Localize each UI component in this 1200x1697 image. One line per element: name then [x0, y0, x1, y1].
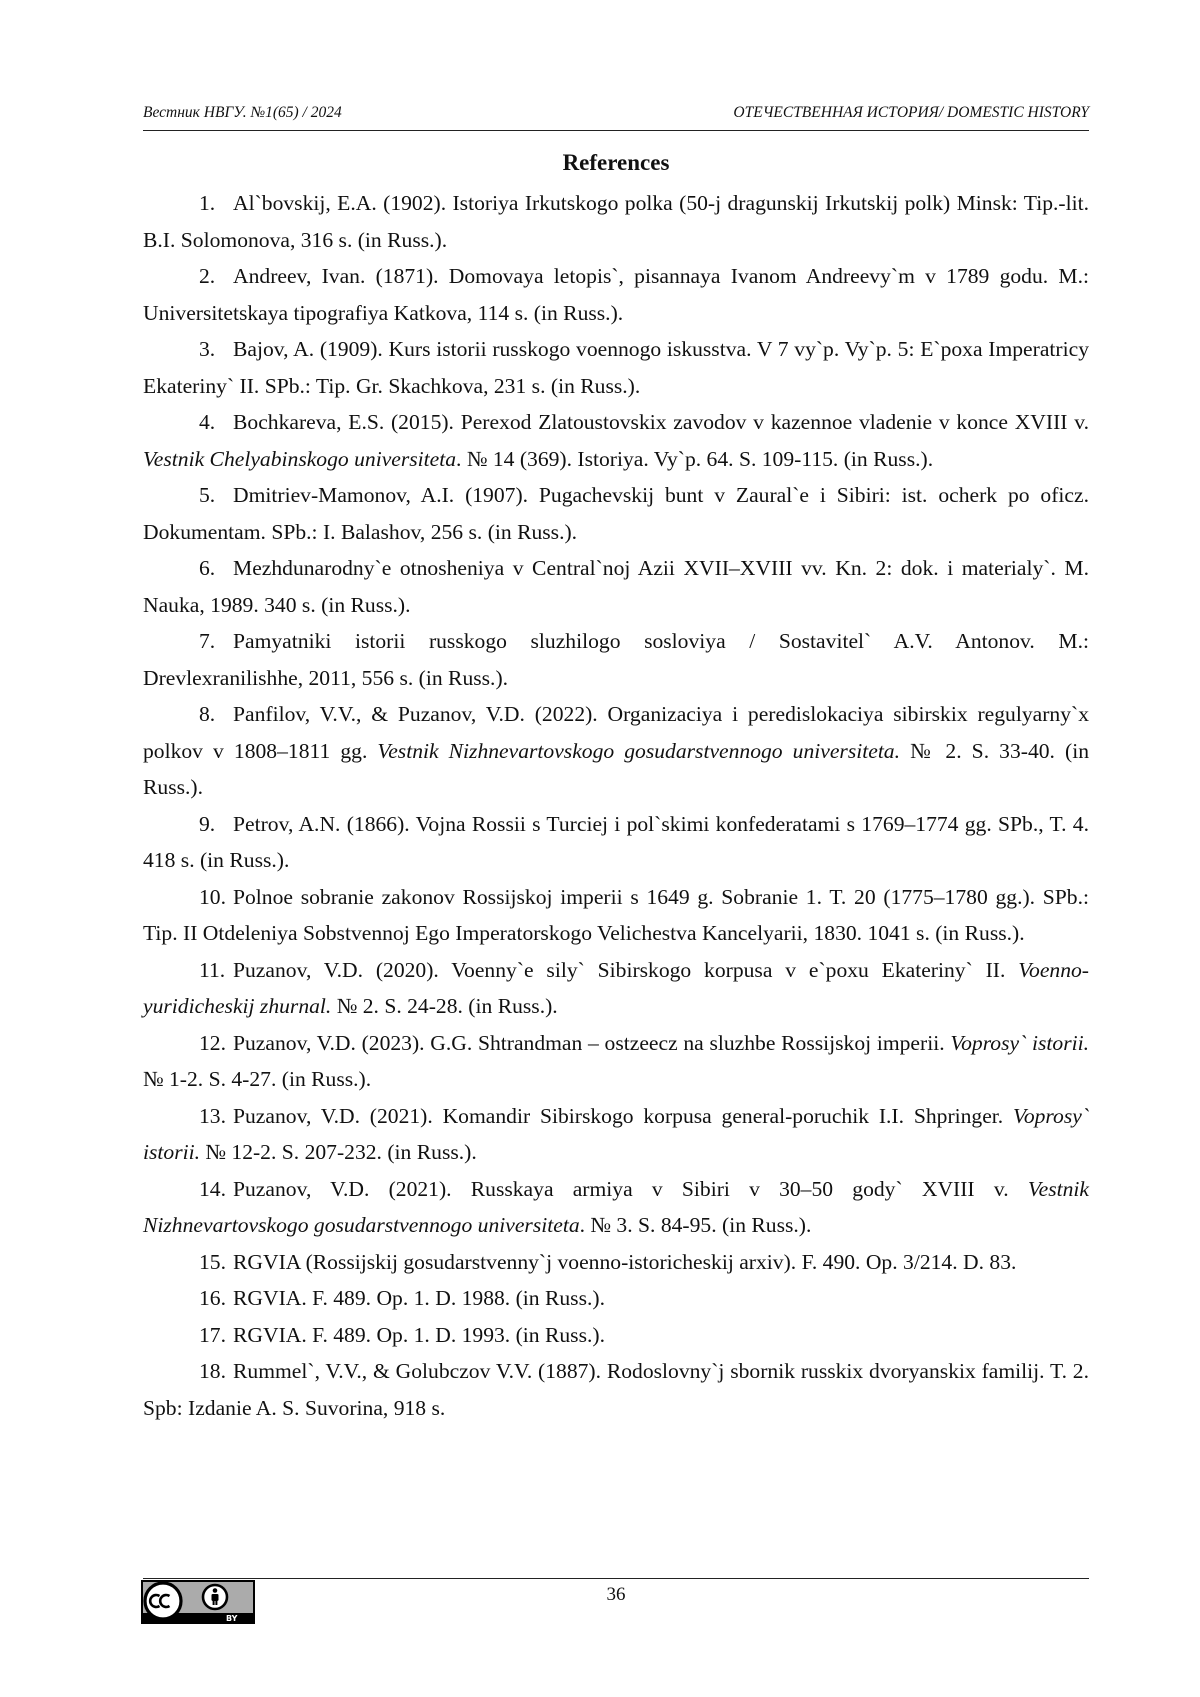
- reference-number: 8.: [199, 702, 216, 726]
- reference-number: 1.: [199, 191, 216, 215]
- reference-text: Puzanov, V.D. (2020). Voenny`e sily` Sibirskogo korpusa v e`poxu Ekateriny` II.: [233, 957, 1019, 982]
- reference-text: Al`bovskij, E.A. (1902). Istoriya Irkutskogo polka (50-j dragunskij Irkutskij polk) Minsk: Tip.-lit. B.I. Solomonova, 316 s. (in Russ.).: [143, 191, 1089, 252]
- references-heading: References: [562, 150, 670, 175]
- reference-number: 15.: [199, 1249, 226, 1274]
- reference-number: 11.: [199, 957, 226, 982]
- reference-text: Polnoe sobranie zakonov Rossijskoj imperii s 1649 g. Sobranie 1. T. 20 (1775–1780 gg.). SPb.: Tip. II Otdeleniya Sobstvennoj Ego Imperatorskogo Velichestva Kancelyarii, 1830. 1041 s. (in Russ.).: [143, 884, 1089, 945]
- reference-item: [143, 806, 1089, 879]
- reference-source-title: Voenno-yuridicheskij zhurnal.: [143, 957, 1089, 1018]
- reference-text: Panfilov, V.V., & Puzanov, V.D. (2022). Organizaciya i peredislokaciya sibirskix regulyarny`x polkov v 1808–1811 gg.: [143, 702, 1089, 763]
- reference-number: 7.: [199, 629, 216, 653]
- reference-text: . № 14 (369). Istoriya. Vy`p. 64. S. 109-115. (in Russ.).: [456, 446, 934, 471]
- reference-text: Puzanov, V.D. (2023). G.G. Shtrandman – ostzeecz na sluzhbe Rossijskoj imperii.: [233, 1030, 951, 1055]
- running-header: [143, 104, 1089, 131]
- reference-text: Rummel`, V.V., & Golubczov V.V. (1887). Rodoslovny`j sbornik russkix dvoryanskix familij. T. 2. Spb: Izdanie A. S. Suvorina, 918 s.: [143, 1359, 1089, 1420]
- reference-text: Petrov, A.N. (1866). Vojna Rossii s Turciej i pol`skimi konfederatami s 1769–1774 gg. SPb., T. 4. 418 s. (in Russ.).: [143, 811, 1089, 872]
- reference-text: Bajov, A. (1909). Kurs istorii russkogo voennogo iskusstva. V 7 vy`p. Vy`p. 5: E`poxa Imperatricy Ekateriny` II. SPb.: Tip. Gr. Skachkova, 231 s. (in Russ.).: [143, 337, 1089, 398]
- page-number: 36: [606, 1584, 626, 1605]
- reference-item: [143, 623, 1089, 696]
- reference-source-title: Voprosy` istorii.: [143, 1103, 1089, 1164]
- reference-text: Andreev, Ivan. (1871). Domovaya letopis`, pisannaya Ivanom Andreevy`m v 1789 godu. M.: Universitetskaya tipografiya Katkova, 114 s. (in Russ.).: [143, 264, 1089, 325]
- reference-number: 18.: [199, 1359, 226, 1383]
- reference-number: 3.: [199, 337, 216, 361]
- reference-item: [143, 550, 1089, 623]
- reference-number: 2.: [199, 264, 216, 288]
- license-by-label: BY: [226, 1614, 238, 1623]
- reference-source-title: Voprosy` istorii.: [950, 1030, 1089, 1055]
- reference-text: Puzanov, V.D. (2021). Russkaya armiya v Sibiri v 30–50 gody` XVIII v.: [233, 1176, 1028, 1201]
- reference-number: 10.: [199, 884, 226, 909]
- reference-item: [143, 952, 1089, 1025]
- reference-source-title: Vestnik Chelyabinskogo universiteta: [143, 446, 457, 471]
- reference-number: 13.: [199, 1103, 226, 1128]
- reference-item: [143, 1244, 1089, 1281]
- reference-item: [143, 1280, 1089, 1317]
- reference-text: № 2. S. 24-28. (in Russ.).: [331, 994, 558, 1018]
- reference-item: [143, 1025, 1089, 1098]
- reference-item: [143, 696, 1089, 806]
- reference-text: № 2. S. 33-40. (in Russ.).: [143, 738, 1089, 799]
- reference-number: 16.: [199, 1286, 226, 1310]
- reference-item: [143, 1317, 1089, 1354]
- reference-item: [143, 1171, 1089, 1244]
- reference-source-title: Vestnik Nizhnevartovskogo gosudarstvennogo universiteta.: [377, 738, 901, 763]
- reference-item: [143, 185, 1089, 258]
- footer-divider: [143, 1578, 1089, 1579]
- reference-text: Puzanov, V.D. (2021). Komandir Sibirskogo korpusa general-poruchik I.I. Shpringer.: [233, 1103, 1014, 1128]
- reference-text: Pamyatniki istorii russkogo sluzhilogo sosloviya / Sostavitel` A.V. Antonov. M.: Drevlexranilishhe, 2011, 556 s. (in Russ.).: [143, 629, 1089, 690]
- reference-item: [143, 258, 1089, 331]
- reference-item: [143, 477, 1089, 550]
- reference-item: [143, 404, 1089, 477]
- reference-number: 14.: [199, 1176, 226, 1201]
- section-title: ОТЕЧЕСТВЕННАЯ ИСТОРИЯ/ DOMESTIC HISTORY: [733, 104, 1089, 121]
- reference-number: 17.: [199, 1322, 226, 1347]
- reference-number: 9.: [199, 811, 216, 836]
- reference-text: RGVIA. F. 489. Op. 1. D. 1988. (in Russ.).: [233, 1286, 605, 1310]
- reference-text: RGVIA (Rossijskij gosudarstvenny`j voenno-istoricheskij arxiv). F. 490. Op. 3/214. D. 83.: [233, 1249, 1017, 1274]
- reference-number: 12.: [199, 1030, 226, 1055]
- reference-item: [143, 331, 1089, 404]
- reference-item: [143, 1098, 1089, 1171]
- reference-number: 6.: [199, 556, 216, 580]
- reference-source-title: Vestnik Nizhnevartovskogo gosudarstvennogo universiteta: [143, 1176, 1089, 1237]
- references-list: [143, 185, 1089, 1426]
- reference-text: № 1-2. S. 4-27. (in Russ.).: [143, 1067, 372, 1091]
- reference-item: [143, 1353, 1089, 1426]
- reference-item: [143, 879, 1089, 952]
- reference-text: № 12-2. S. 207-232. (in Russ.).: [200, 1140, 477, 1164]
- reference-number: 4.: [199, 410, 216, 434]
- reference-text: . № 3. S. 84-95. (in Russ.).: [579, 1213, 812, 1237]
- reference-number: 5.: [199, 483, 216, 507]
- reference-text: Dmitriev-Mamonov, A.I. (1907). Pugachevskij bunt v Zaural`e i Sibiri: ist. ocherk po oficz. Dokumentam. SPb.: I. Balashov, 256 s. (in Russ.).: [143, 483, 1089, 544]
- journal-title: Вестник НВГУ. №1(65) / 2024: [143, 104, 342, 121]
- reference-text: Mezhdunarodny`e otnosheniya v Central`noj Azii XVII–XVIII vv. Kn. 2: dok. i materialy`. M. Nauka, 1989. 340 s. (in Russ.).: [143, 556, 1089, 617]
- reference-text: RGVIA. F. 489. Op. 1. D. 1993. (in Russ.).: [233, 1322, 605, 1347]
- reference-text: Bochkareva, E.S. (2015). Perexod Zlatoustovskix zavodov v kazennoe vladenie v konce XVIII v.: [233, 410, 1089, 434]
